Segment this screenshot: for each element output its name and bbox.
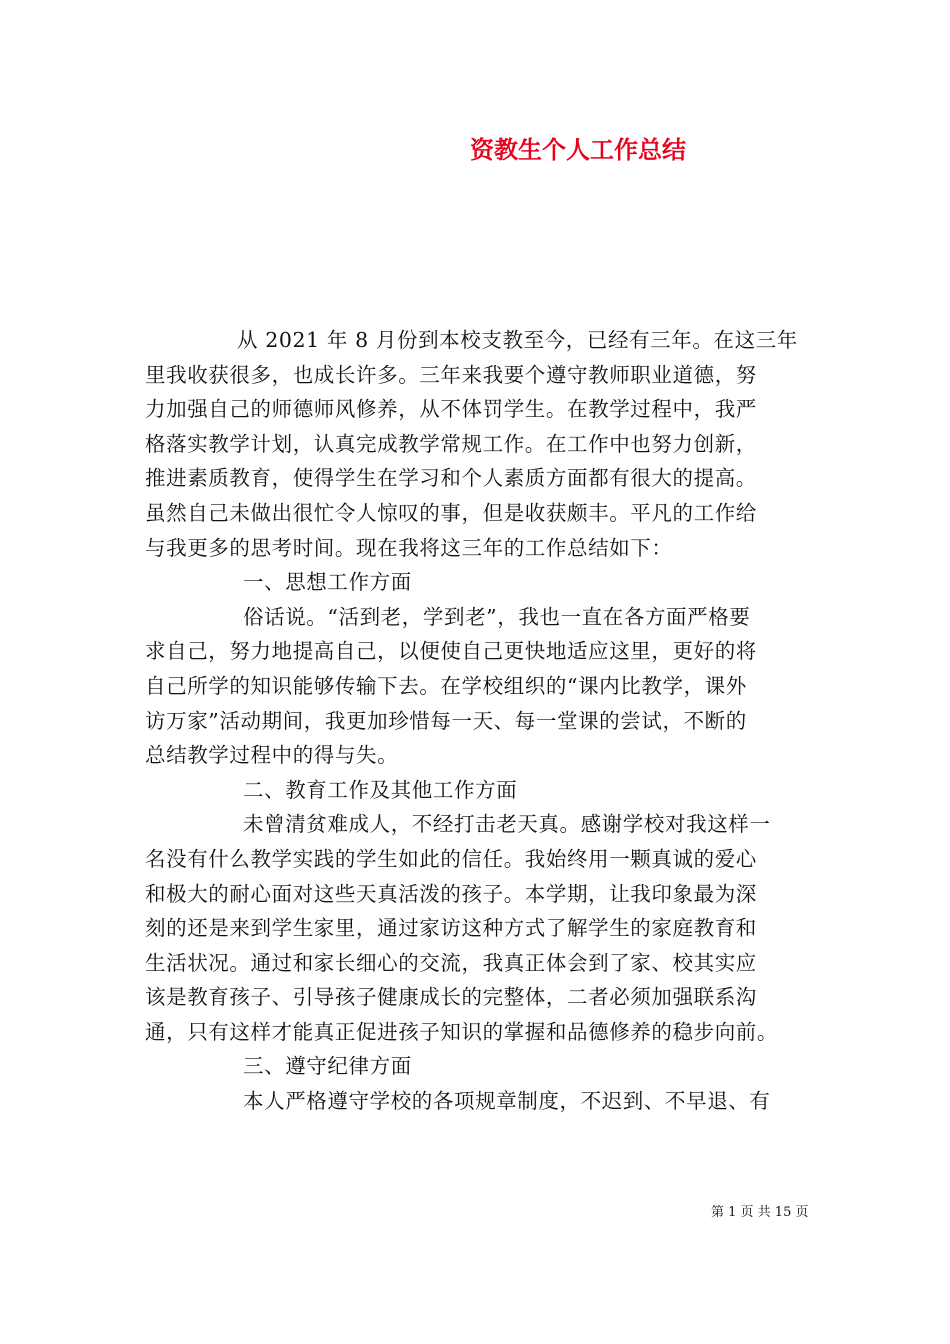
paragraph-line: 与我更多的思考时间。现在我将这三年的工作总结如下：	[145, 535, 673, 560]
paragraph-line: 本人严格遵守学校的各项规章制度，不迟到、不早退、有	[243, 1089, 771, 1114]
paragraph-line: 推进素质教育，使得学生在学习和个人素质方面都有很大的提高。	[145, 466, 757, 491]
paragraph-line: 访万家”活动期间，我更加珍惜每一天、每一堂课的尝试，不断的	[145, 708, 747, 733]
paragraph-line: 求自己，努力地提高自己，以便使自己更快地适应这里，更好的将	[145, 639, 757, 664]
paragraph-line: 力加强自己的师德师风修养，从不体罚学生。在教学过程中，我严	[145, 397, 757, 422]
paragraph-line: 和极大的耐心面对这些天真活泼的孩子。本学期，让我印象最为深	[145, 881, 757, 906]
paragraph-line: 通，只有这样才能真正促进孩子知识的掌握和品德修养的稳步向前。	[145, 1019, 778, 1044]
paragraph-line: 自己所学的知识能够传输下去。在学校组织的“课内比教学，课外	[145, 673, 747, 698]
paragraph-line: 里我收获很多，也成长许多。三年来我要个遵守教师职业道德，努	[145, 362, 757, 387]
paragraph-line: 虽然自己未做出很忙令人惊叹的事，但是收获颇丰。平凡的工作给	[145, 500, 757, 525]
document-body	[145, 323, 810, 1119]
section-heading: 三、遵守纪律方面	[243, 1054, 412, 1079]
page-number-footer: 第 1 页 共 15 页	[711, 1205, 809, 1220]
paragraph-line: 名没有什么教学实践的学生如此的信任。我始终用一颗真诚的爱心	[145, 846, 757, 871]
paragraph-line: 生活状况。通过和家长细心的交流，我真正体会到了家、校其实应	[145, 950, 757, 975]
paragraph-line: 从 2021 年 8 月份到本校支教至今，已经有三年。在这三年	[237, 328, 798, 352]
paragraph-line: 俗话说。“活到老，学到老”，我也一直在各方面严格要	[243, 604, 751, 629]
paragraph-line: 总结教学过程中的得与失。	[145, 743, 399, 768]
section-heading: 二、教育工作及其他工作方面	[243, 777, 518, 802]
section-heading: 一、思想工作方面	[243, 570, 412, 595]
paragraph-line: 格落实教学计划，认真完成教学常规工作。在工作中也努力创新，	[145, 431, 757, 456]
paragraph-line: 未曾清贫难成人，不经打击老天真。感谢学校对我这样一	[243, 812, 771, 837]
paragraph-line: 刻的还是来到学生家里，通过家访这种方式了解学生的家庭教育和	[145, 916, 757, 941]
document-title: 资教生个人工作总结	[470, 136, 686, 164]
paragraph-line: 该是教育孩子、引导孩子健康成长的完整体，二者必须加强联系沟	[145, 985, 757, 1010]
